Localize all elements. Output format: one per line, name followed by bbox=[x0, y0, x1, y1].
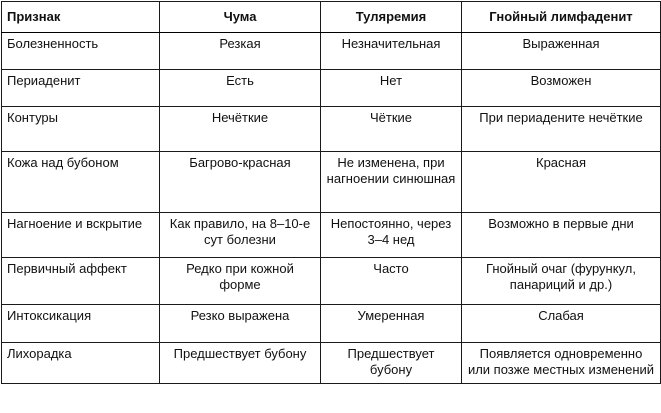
table-row bbox=[2, 343, 661, 384]
table-cell: Как правило, на 8–10-е сут болезни bbox=[160, 213, 321, 258]
table-cell: Возможен bbox=[462, 70, 661, 107]
table-row bbox=[2, 213, 661, 258]
table-cell: Возможно в первые дни bbox=[462, 213, 661, 258]
table-cell: Чёткие bbox=[321, 107, 462, 152]
table-cell: Предшествует бубону bbox=[160, 343, 321, 384]
row-label: Первичный аффект bbox=[2, 258, 160, 305]
table-cell: Появляется одновременно или позже местных изменений bbox=[462, 343, 661, 384]
header-row bbox=[2, 2, 661, 33]
table-row bbox=[2, 33, 661, 70]
table-row bbox=[2, 70, 661, 107]
row-label: Периаденит bbox=[2, 70, 160, 107]
comparison-table bbox=[1, 1, 661, 384]
row-label: Контуры bbox=[2, 107, 160, 152]
table-cell: Часто bbox=[321, 258, 462, 305]
row-label: Кожа над бубоном bbox=[2, 152, 160, 213]
table-cell: При периадените нечёткие bbox=[462, 107, 661, 152]
table-cell: Есть bbox=[160, 70, 321, 107]
table-cell: Гнойный очаг (фурункул, панариций и др.) bbox=[462, 258, 661, 305]
table-cell: Редко при кожной форме bbox=[160, 258, 321, 305]
table-cell: Красная bbox=[462, 152, 661, 213]
row-label: Лихорадка bbox=[2, 343, 160, 384]
header-cell: Туляремия bbox=[321, 2, 462, 33]
header-cell: Признак bbox=[2, 2, 160, 33]
header-cell: Чума bbox=[160, 2, 321, 33]
table-cell: Умеренная bbox=[321, 305, 462, 343]
header-cell: Гнойный лимфаденит bbox=[462, 2, 661, 33]
row-label: Нагноение и вскрытие bbox=[2, 213, 160, 258]
table-cell: Резкая bbox=[160, 33, 321, 70]
table-cell: Багрово-красная bbox=[160, 152, 321, 213]
row-label: Болезненность bbox=[2, 33, 160, 70]
table-cell: Не изменена, при нагноении синюшная bbox=[321, 152, 462, 213]
table-cell: Выраженная bbox=[462, 33, 661, 70]
table-row bbox=[2, 305, 661, 343]
table-cell: Непостоянно, через 3–4 нед bbox=[321, 213, 462, 258]
table-cell: Незначительная bbox=[321, 33, 462, 70]
table-cell: Нет bbox=[321, 70, 462, 107]
table-row bbox=[2, 107, 661, 152]
table-row bbox=[2, 258, 661, 305]
table-cell: Предшествует бубону bbox=[321, 343, 462, 384]
table-cell: Резко выражена bbox=[160, 305, 321, 343]
table-cell: Слабая bbox=[462, 305, 661, 343]
table-cell: Нечёткие bbox=[160, 107, 321, 152]
row-label: Интоксикация bbox=[2, 305, 160, 343]
table-row bbox=[2, 152, 661, 213]
